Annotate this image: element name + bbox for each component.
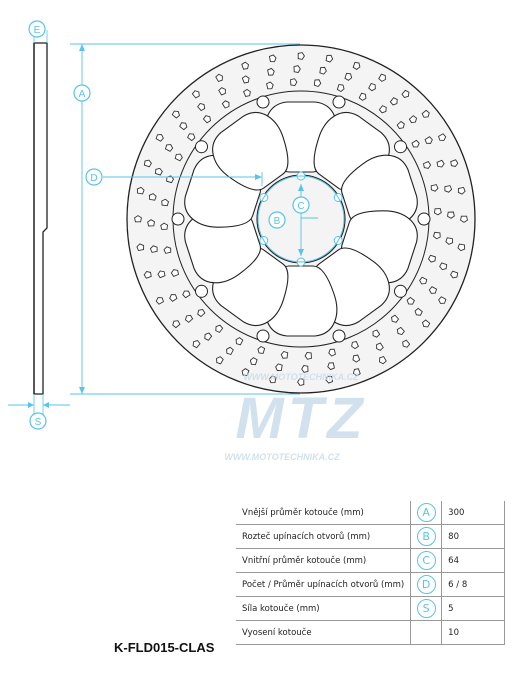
float-rivet xyxy=(333,96,345,108)
float-rivet xyxy=(395,285,407,297)
mtz-watermark xyxy=(224,372,366,462)
spec-row xyxy=(236,621,505,645)
part-code: K-FLD015-CLAS xyxy=(114,640,215,655)
spec-row xyxy=(236,501,505,525)
spec-row xyxy=(236,597,505,621)
spec-row xyxy=(236,573,505,597)
spec-marker-cell xyxy=(411,549,442,573)
spec-label: Síla kotouče (mm) xyxy=(236,597,411,621)
spec-marker-badge: A xyxy=(417,503,436,522)
label-b: B xyxy=(273,216,281,227)
spec-label: Vnitřní průměr kotouče (mm) xyxy=(236,549,411,573)
spec-value: 64 xyxy=(442,549,505,573)
label-d: D xyxy=(90,173,98,184)
spec-marker-cell xyxy=(411,525,442,549)
float-rivet xyxy=(257,96,269,108)
spec-marker-cell xyxy=(411,501,442,525)
label-e: E xyxy=(33,25,41,36)
label-a: A xyxy=(78,89,86,100)
spec-marker-cell xyxy=(411,597,442,621)
label-c: C xyxy=(297,201,305,212)
float-rivet xyxy=(333,330,345,342)
dimension-e xyxy=(29,21,45,37)
mtz-logo: MTZ xyxy=(235,386,367,451)
spec-table xyxy=(236,501,505,645)
watermark-url-bottom: WWW.MOTOTECHNIKA.CZ xyxy=(224,452,340,462)
spec-marker-badge: S xyxy=(417,599,436,618)
spec-value: 5 xyxy=(442,597,505,621)
spec-row xyxy=(236,549,505,573)
float-rivet xyxy=(418,213,430,225)
float-rivet xyxy=(196,285,208,297)
spec-label: Vnější průměr kotouče (mm) xyxy=(236,501,411,525)
spec-value: 6 / 8 xyxy=(442,573,505,597)
float-rivet xyxy=(395,141,407,153)
spec-marker-badge: C xyxy=(417,551,436,570)
spec-label: Rozteč upínacích otvorů (mm) xyxy=(236,525,411,549)
spec-marker-badge: D xyxy=(417,575,436,594)
float-rivet xyxy=(257,330,269,342)
spec-marker-cell xyxy=(411,621,442,645)
spec-label: Počet / Průměr upínacích otvorů (mm) xyxy=(236,573,411,597)
spec-label: Vyosení kotouče xyxy=(236,621,411,645)
float-rivet xyxy=(196,141,208,153)
spec-marker-badge: B xyxy=(417,527,436,546)
disc-side-profile xyxy=(34,30,47,416)
label-s: S xyxy=(34,417,42,428)
spec-value: 10 xyxy=(442,621,505,645)
spec-marker-cell xyxy=(411,573,442,597)
spec-row xyxy=(236,525,505,549)
float-rivet xyxy=(172,213,184,225)
watermark-url-top: WWW.MOTOTECHNIKA.CZ xyxy=(243,372,359,382)
spec-value: 80 xyxy=(442,525,505,549)
spec-value: 300 xyxy=(442,501,505,525)
dimension-s xyxy=(8,402,70,429)
